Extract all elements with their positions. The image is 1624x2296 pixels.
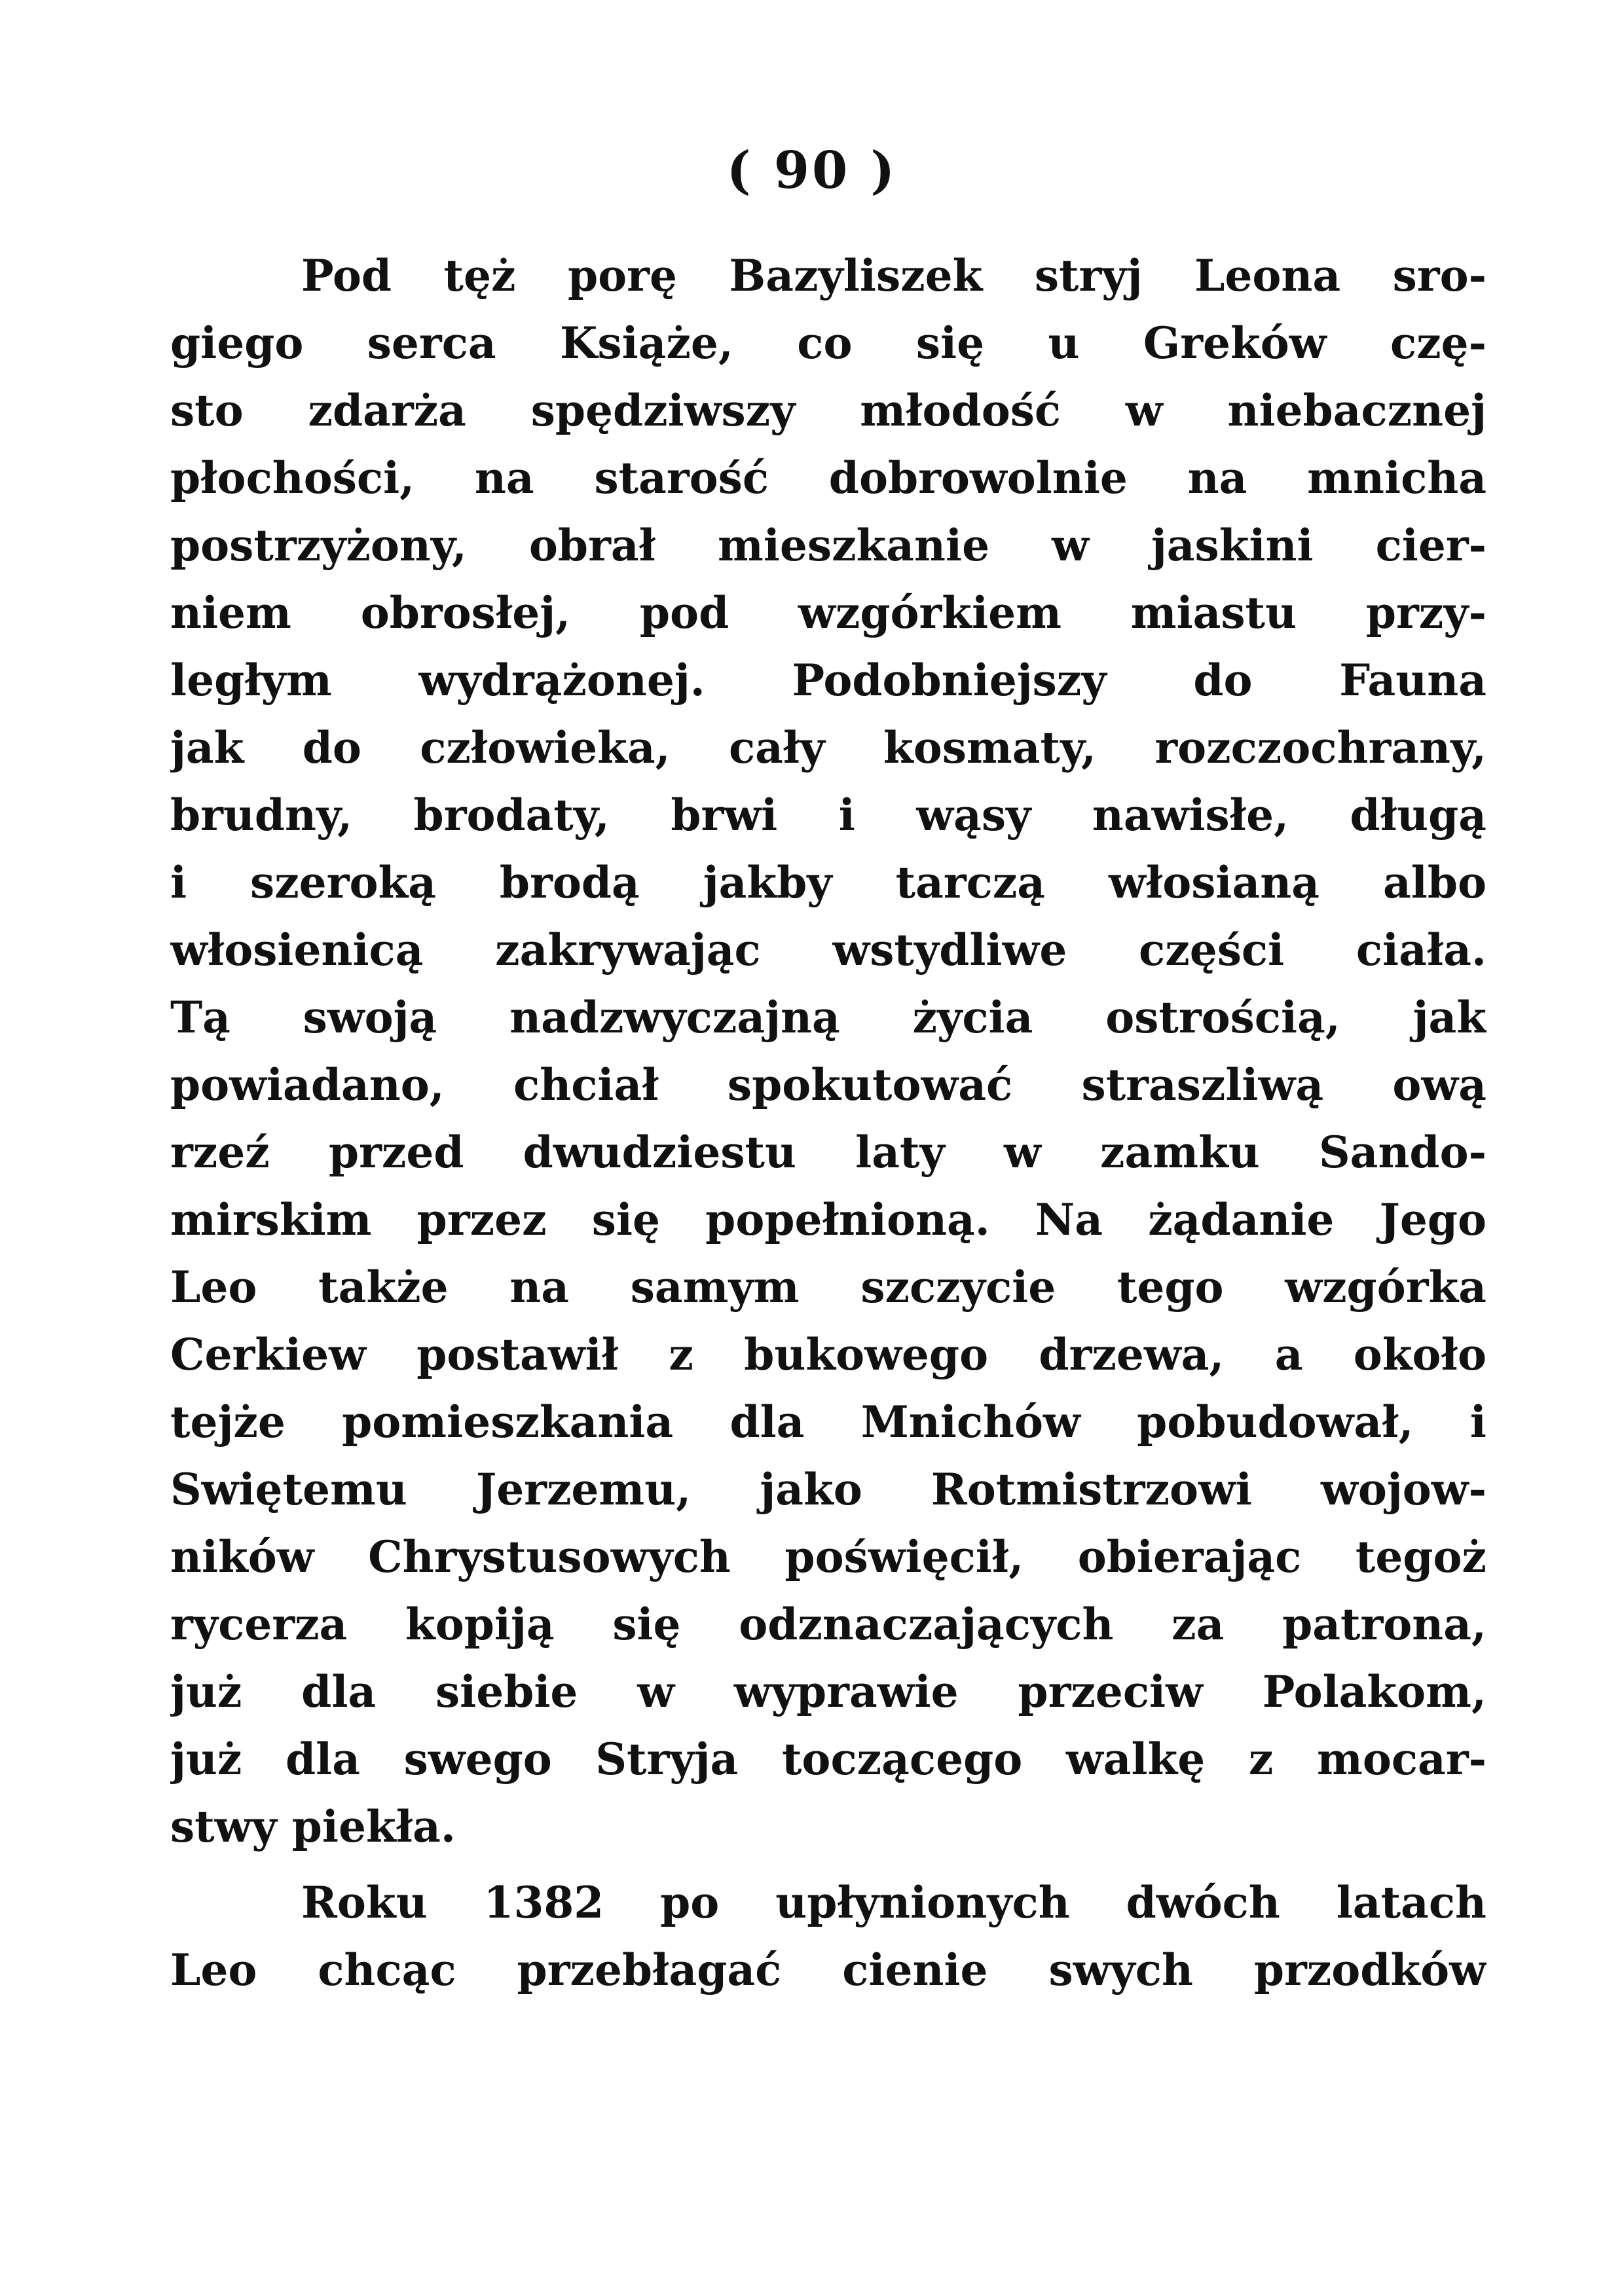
text-line: już dla siebie w wyprawie przeciw Polakom,: [170, 1666, 1486, 1717]
text-line: Pod tęż porę Bazyliszek stryj Leona sro-: [301, 250, 1486, 301]
text-line: włosienicą zakrywając wstydliwe części ciała.: [170, 924, 1486, 975]
text-line: Cerkiew postawił z bukowego drzewa, a około: [170, 1329, 1486, 1380]
text-line: stwy piekła.: [170, 1801, 456, 1852]
text-line: tejże pomieszkania dla Mnichów pobudował, i: [170, 1396, 1486, 1448]
text-line: Tą swoją nadzwyczajną życia ostrością, jak: [170, 992, 1486, 1043]
text-line: giego serca Książe, co się u Greków czę-: [170, 318, 1486, 369]
text-line: brudny, brodaty, brwi i wąsy nawisłe, długą: [170, 790, 1486, 841]
text-line: płochości, na starość dobrowolnie na mnicha: [170, 452, 1486, 503]
text-line: Leo także na samym szczycie tego wzgórka: [170, 1262, 1486, 1313]
text-line: i szeroką brodą jakby tarczą włosianą albo: [170, 857, 1486, 908]
text-line: jak do człowieka, cały kosmaty, rozczochrany,: [170, 722, 1486, 773]
text-line: Roku 1382 po upłynionych dwóch latach: [301, 1877, 1486, 1928]
page-number: ( 90 ): [726, 141, 898, 200]
text-line: Swiętemu Jerzemu, jako Rotmistrzowi wojow-: [170, 1464, 1486, 1515]
text-line: mirskim przez się popełnioną. Na żądanie Jego: [170, 1194, 1486, 1245]
text-line: niem obrosłej, pod wzgórkiem miastu przy-: [170, 587, 1486, 638]
paragraph-1: [170, 242, 1486, 1861]
text-line: powiadano, chciał spokutować straszliwą ową: [170, 1059, 1486, 1110]
text-line: już dla swego Stryja toczącego walkę z mocar-: [170, 1734, 1486, 1785]
text-line: ników Chrystusowych poświęcił, obierając tegoż: [170, 1531, 1486, 1582]
paragraph-2: [170, 1869, 1486, 2004]
text-line: rzeź przed dwudziestu laty w zamku Sando-: [170, 1127, 1486, 1178]
text-line: ległym wydrążonej. Podobniejszy do Fauna: [170, 655, 1486, 706]
text-line: sto zdarża spędziwszy młodość w niebacznej: [170, 385, 1486, 436]
text-line: postrzyżony, obrał mieszkanie w jaskini cier-: [170, 520, 1486, 571]
text-line: Leo chcąc przebłagać cienie swych przodków: [170, 1944, 1486, 1995]
text-line: rycerza kopiją się odznaczających za patrona,: [170, 1599, 1486, 1650]
